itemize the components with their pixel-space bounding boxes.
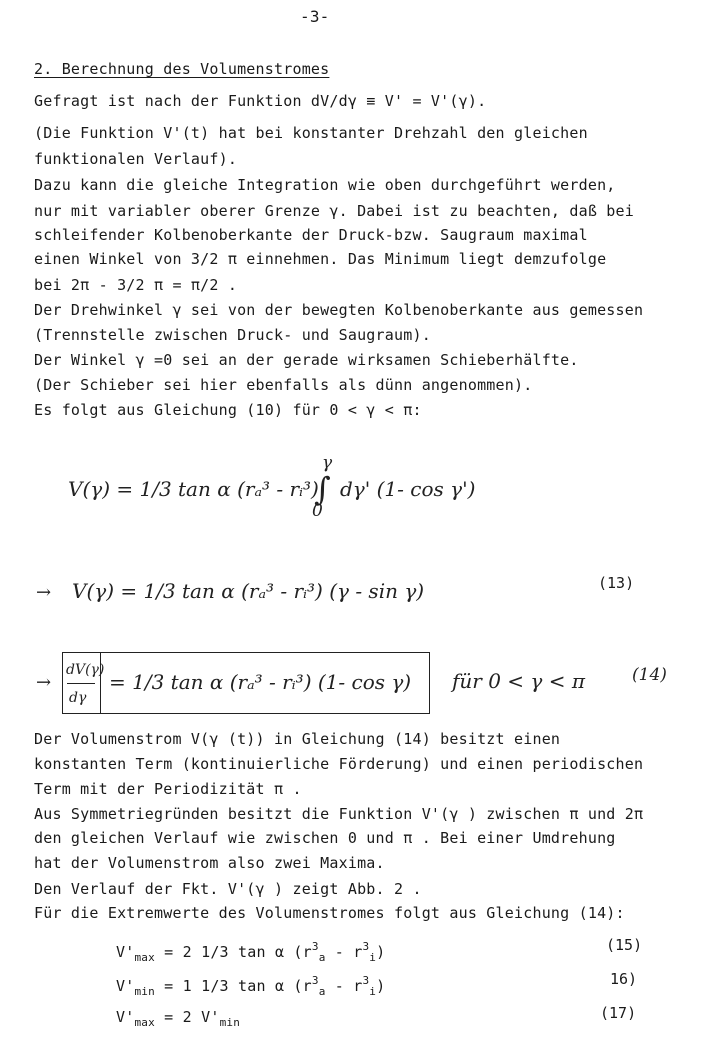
- equation-14-numerator: dV(γ): [66, 662, 105, 678]
- text-line-12: (Der Schieber sei hier ebenfalls als dünn angenommen).: [34, 376, 533, 394]
- text-line-10: (Trennstelle zwischen Druck- und Saugraum).: [34, 326, 431, 344]
- eq16-sup-i: 3: [362, 974, 370, 987]
- text-line-9: Der Drehwinkel γ sei von der bewegten Kolbenoberkante aus gemessen: [34, 301, 644, 319]
- eq16-sub: min: [134, 985, 155, 998]
- integral-upper-limit: γ: [322, 453, 333, 473]
- text-line-7: einen Winkel von 3/2 π einnehmen. Das Minimum liegt demzufolge: [34, 250, 607, 268]
- eq16-end: ): [376, 977, 386, 995]
- eq15-sup-a: 3: [311, 940, 319, 953]
- text-line-1: Gefragt ist nach der Funktion dV/dγ ≡ V' = V'(γ).: [34, 92, 487, 110]
- equation-13: V(γ) = 1/3 tan α (rₐ³ - rᵢ³) (γ - sin γ): [72, 579, 425, 603]
- equation-14-condition: für 0 < γ < π: [452, 669, 585, 693]
- eq16-mid: - r: [325, 977, 363, 995]
- page-number: -3-: [300, 7, 330, 26]
- equation-17-number: (17): [600, 1004, 637, 1022]
- eq15-sub: max: [134, 951, 155, 964]
- text-line-19: hat der Volumenstrom also zwei Maxima.: [34, 854, 385, 872]
- eq15-sup-i: 3: [362, 940, 370, 953]
- integral-sign: ∫: [314, 470, 331, 508]
- text-line-15: konstanten Term (kontinuierliche Förderung) und einen periodischen: [34, 755, 644, 773]
- text-line-14: Der Volumenstrom V(γ (t)) in Gleichung (14) besitzt einen: [34, 730, 561, 748]
- equation-14-rhs: = 1/3 tan α (rₐ³ - rᵢ³) (1- cos γ): [109, 670, 412, 694]
- eq15-end: ): [376, 943, 386, 961]
- integral-lower-limit: 0: [312, 501, 323, 521]
- eq15-sub-a: a: [318, 951, 326, 964]
- eq16-sub-i: i: [369, 985, 377, 998]
- eq17-sub: max: [134, 1016, 155, 1029]
- eq16-sub-a: a: [318, 985, 326, 998]
- text-line-13: Es folgt aus Gleichung (10) für 0 < γ < π:: [34, 401, 422, 419]
- eq15-rhs: = 2 1/3 tan α (r: [164, 943, 312, 961]
- text-line-21: Für die Extremwerte des Volumenstromes folgt aus Gleichung (14):: [34, 904, 625, 922]
- eq15-lhs: V': [116, 943, 135, 961]
- text-line-16: Term mit der Periodizität π .: [34, 780, 302, 798]
- equation-16-number: 16): [610, 970, 638, 988]
- text-line-8: bei 2π - 3/2 π = π/2 .: [34, 276, 238, 294]
- eq17-sub2: min: [219, 1016, 241, 1029]
- text-line-6: schleifender Kolbenoberkante der Druck-bzw. Saugraum maximal: [34, 226, 588, 244]
- equation-17: [116, 1008, 240, 1032]
- eq17-lhs: V': [116, 1008, 135, 1026]
- text-line-17: Aus Symmetriegründen besitzt die Funktion V'(γ ) zwischen π und 2π: [34, 805, 644, 823]
- arrow-eq13: →: [36, 582, 52, 603]
- equation-14-box: [62, 652, 430, 714]
- equation-15-number: (15): [606, 936, 643, 954]
- equation-16: [116, 972, 385, 1001]
- integral-integrand: dγ' (1- cos γ'): [340, 477, 476, 501]
- equation-15: [116, 938, 385, 967]
- equation-14-denominator: dγ: [69, 690, 87, 706]
- arrow-eq14: →: [36, 672, 52, 693]
- text-line-2: (Die Funktion V'(t) hat bei konstanter Drehzahl den gleichen: [34, 124, 588, 142]
- eq17-rhs: = 2 V': [164, 1008, 220, 1026]
- eq16-lhs: V': [116, 977, 135, 995]
- text-line-5: nur mit variabler oberer Grenze γ. Dabei ist zu beachten, daß bei: [34, 202, 634, 220]
- eq16-rhs: = 1 1/3 tan α (r: [164, 977, 312, 995]
- section-heading: 2. Berechnung des Volumenstromes: [34, 60, 330, 78]
- equation-13-number: (13): [598, 574, 635, 592]
- text-line-3: funktionalen Verlauf).: [34, 150, 238, 168]
- text-line-18: den gleichen Verlauf wie zwischen 0 und π . Bei einer Umdrehung: [34, 829, 616, 847]
- integral-equation-lhs: V(γ) = 1/3 tan α (rₐ³ - rᵢ³): [68, 477, 319, 501]
- equation-14-number: (14): [632, 665, 667, 685]
- fraction-bar: [67, 683, 95, 684]
- eq15-sub-i: i: [369, 951, 377, 964]
- text-line-20: Den Verlauf der Fkt. V'(γ ) zeigt Abb. 2 .: [34, 880, 422, 898]
- eq15-mid: - r: [325, 943, 363, 961]
- eq16-sup-a: 3: [311, 974, 319, 987]
- text-line-4: Dazu kann die gleiche Integration wie oben durchgeführt werden,: [34, 176, 616, 194]
- text-line-11: Der Winkel γ =0 sei an der gerade wirksamen Schieberhälfte.: [34, 351, 579, 369]
